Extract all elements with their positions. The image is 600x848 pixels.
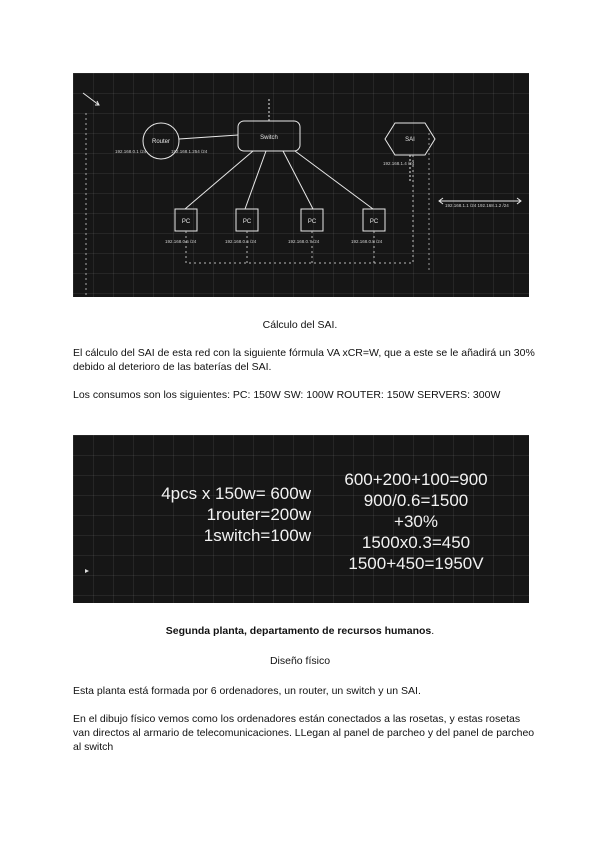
pc-ip-1: 192.168.0.5 /24 — [165, 239, 197, 244]
paragraph-consumption: Los consumos son los siguientes: PC: 150W SW: 100W ROUTER: 150W SERVERS: 300W — [73, 389, 501, 401]
diagram-svg — [73, 73, 529, 297]
paragraph-physical: En el dibujo físico vemos como los ordenadores están conectados a las rosetas, y estas rosetas van directos al armario de telecomunicaciones. LLegan al panel de parcheo y del panel de parcheo al switch — [73, 713, 535, 753]
router-ip-right: 192.168.1.254 /24 — [171, 149, 208, 154]
calc-right — [331, 469, 501, 574]
heading-floor-dot: . — [431, 625, 435, 637]
router-label: Router — [151, 139, 171, 145]
calc-right-line-2: 900/0.6=1500 — [363, 491, 469, 510]
calc-left — [111, 483, 311, 546]
caption-sai: Cálculo del SAI. — [262, 319, 338, 331]
calc-right-line-5: 1500+450=1950V — [348, 554, 484, 573]
network-diagram — [73, 73, 529, 297]
calc-left-line-2: 1router=200w — [206, 505, 311, 524]
router-ip-left: 192.168.0.1 /24 — [115, 149, 147, 154]
paragraph-floor: Esta planta está formada por 6 ordenadores, un router, un switch y un SAI. — [73, 685, 421, 697]
sai-ip: 192.168.1.4 /24 — [383, 161, 415, 166]
heading-floor-text: Segunda planta, departamento de recursos humanos — [165, 625, 432, 637]
calc-left-line-1: 4pcs x 150w= 600w — [161, 484, 311, 503]
pc-label-1: PC — [181, 219, 191, 225]
calculation-image — [73, 435, 529, 603]
pc-label-3: PC — [307, 219, 317, 225]
calc-right-line-1: 600+200+100=900 — [344, 470, 488, 489]
calc-right-line-3: +30% — [394, 512, 438, 531]
pc-ip-3: 192.168.0.7 /24 — [288, 239, 320, 244]
pc-label-2: PC — [242, 219, 252, 225]
heading-floor — [0, 624, 600, 638]
pc-label-4: PC — [369, 219, 379, 225]
pc-ip-4: 192.168.0.8 /24 — [351, 239, 383, 244]
cursor-marker — [85, 569, 89, 573]
right-ip: 192.168.1.1 /24 192.168.1.2 /24 — [445, 203, 509, 208]
sai-label: SAI — [405, 137, 415, 143]
switch-label: Switch — [260, 135, 278, 141]
caption-physical: Diseño físico — [269, 655, 331, 667]
calc-right-line-4: 1500x0.3=450 — [361, 533, 471, 552]
pc-ip-2: 192.168.0.6 /24 — [225, 239, 257, 244]
paragraph-formula: El cálculo del SAI de esta red con la siguiente fórmula VA xCR=W, que a este se le añadirá un 30% debido al deterioro de las baterías del SAI. — [73, 347, 535, 373]
calc-left-line-3: 1switch=100w — [203, 526, 311, 545]
